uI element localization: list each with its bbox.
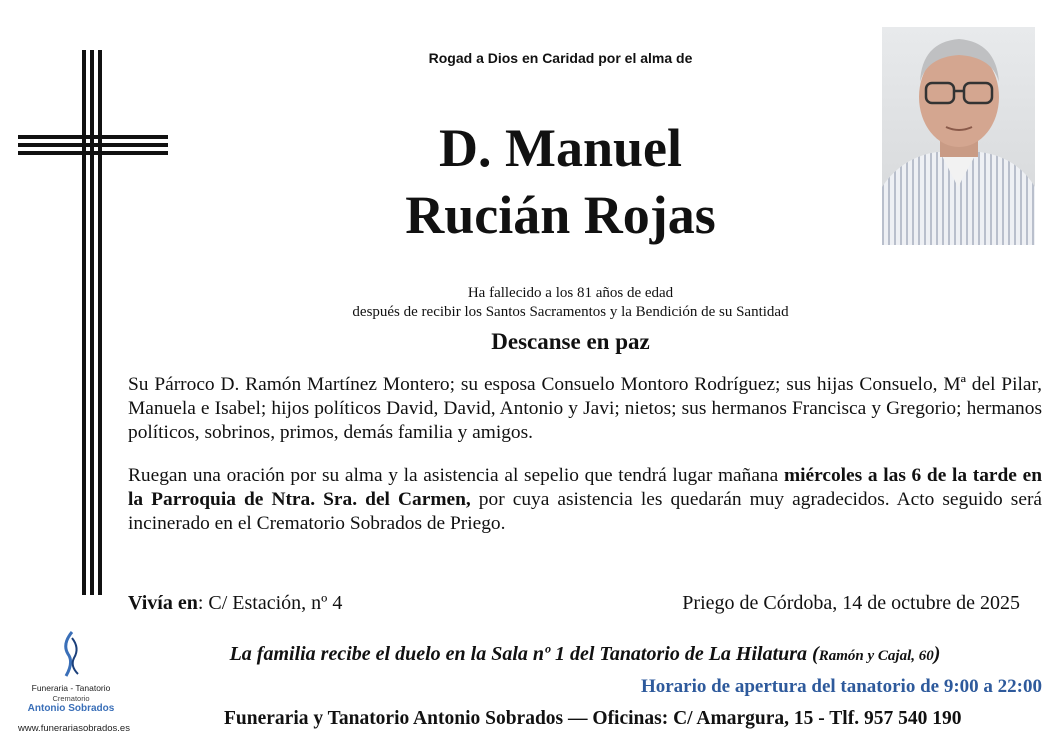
logo-line3: Antonio Sobrados [27,703,115,714]
deceased-name-line2: Rucián Rojas [405,185,716,245]
opening-hours: Horario de apertura del tanatorio de 9:00 a 22:00 [640,676,1042,697]
rip-heading: Descanse en paz [491,329,650,354]
logo-line1: Funeraria - Tanatorio [31,683,111,693]
wake-close: ) [933,643,941,665]
logo-line2: Crematorio [52,694,90,703]
footer-contact: Funeraria y Tanatorio Antonio Sobrados — Oficinas: C/ Amargura, 15 - Tlf. 957 540 190 [224,708,962,729]
family-paragraph: Su Párroco D. Ramón Martínez Montero; su esposa Consuelo Montoro Rodríguez; sus hijas Consuelo, Mª del Pilar, Manuela e Isabel; hijos políticos David, David, Antonio y Javi; nietos; sus hermanos Francisca y Gregorio; hermanos políticos, sobrinos, primos, demás familia y amigos. [128,374,1042,443]
website-link[interactable]: www.funerariasobrados.es [18,723,130,734]
residence-label: Vivía en [128,592,198,614]
funeral-home-logo-icon [58,630,86,680]
residence-value: : C/ Estación, nº 4 [197,592,343,614]
funeral-text-start: Ruegan una oración por su alma y la asistencia al sepelio que tendrá lugar mañana [128,465,784,486]
portrait-photo [882,27,1035,245]
deceased-name-line1: D. Manuel [439,118,682,178]
wake-text: La familia recibe el duelo en la Sala nº 1 del Tanatorio de La Hilatura ( [229,643,819,665]
funeral-time-place: miércoles a las 6 de la tarde en la Parroquia de Ntra. Sra. del Carmen, [128,465,1042,510]
funeral-text-end: por cuya asistencia les quedarán muy agradecidos. Acto seguido será incinerado en el Crematorio Sobrados de Priego. [128,489,1043,534]
place-date: Priego de Córdoba, 14 de octubre de 2025 [682,592,1020,614]
funeral-paragraph [128,464,1042,536]
wake-address: Ramón y Cajal, 60 [818,648,934,664]
age-line: Ha fallecido a los 81 años de edad [467,285,674,301]
intro-line: Rogad a Dios en Caridad por el alma de [428,50,693,66]
wake-line [150,643,1020,666]
residence-line [128,592,342,615]
sacraments-line: después de recibir los Santos Sacramentos y la Bendición de su Santidad [352,304,789,320]
